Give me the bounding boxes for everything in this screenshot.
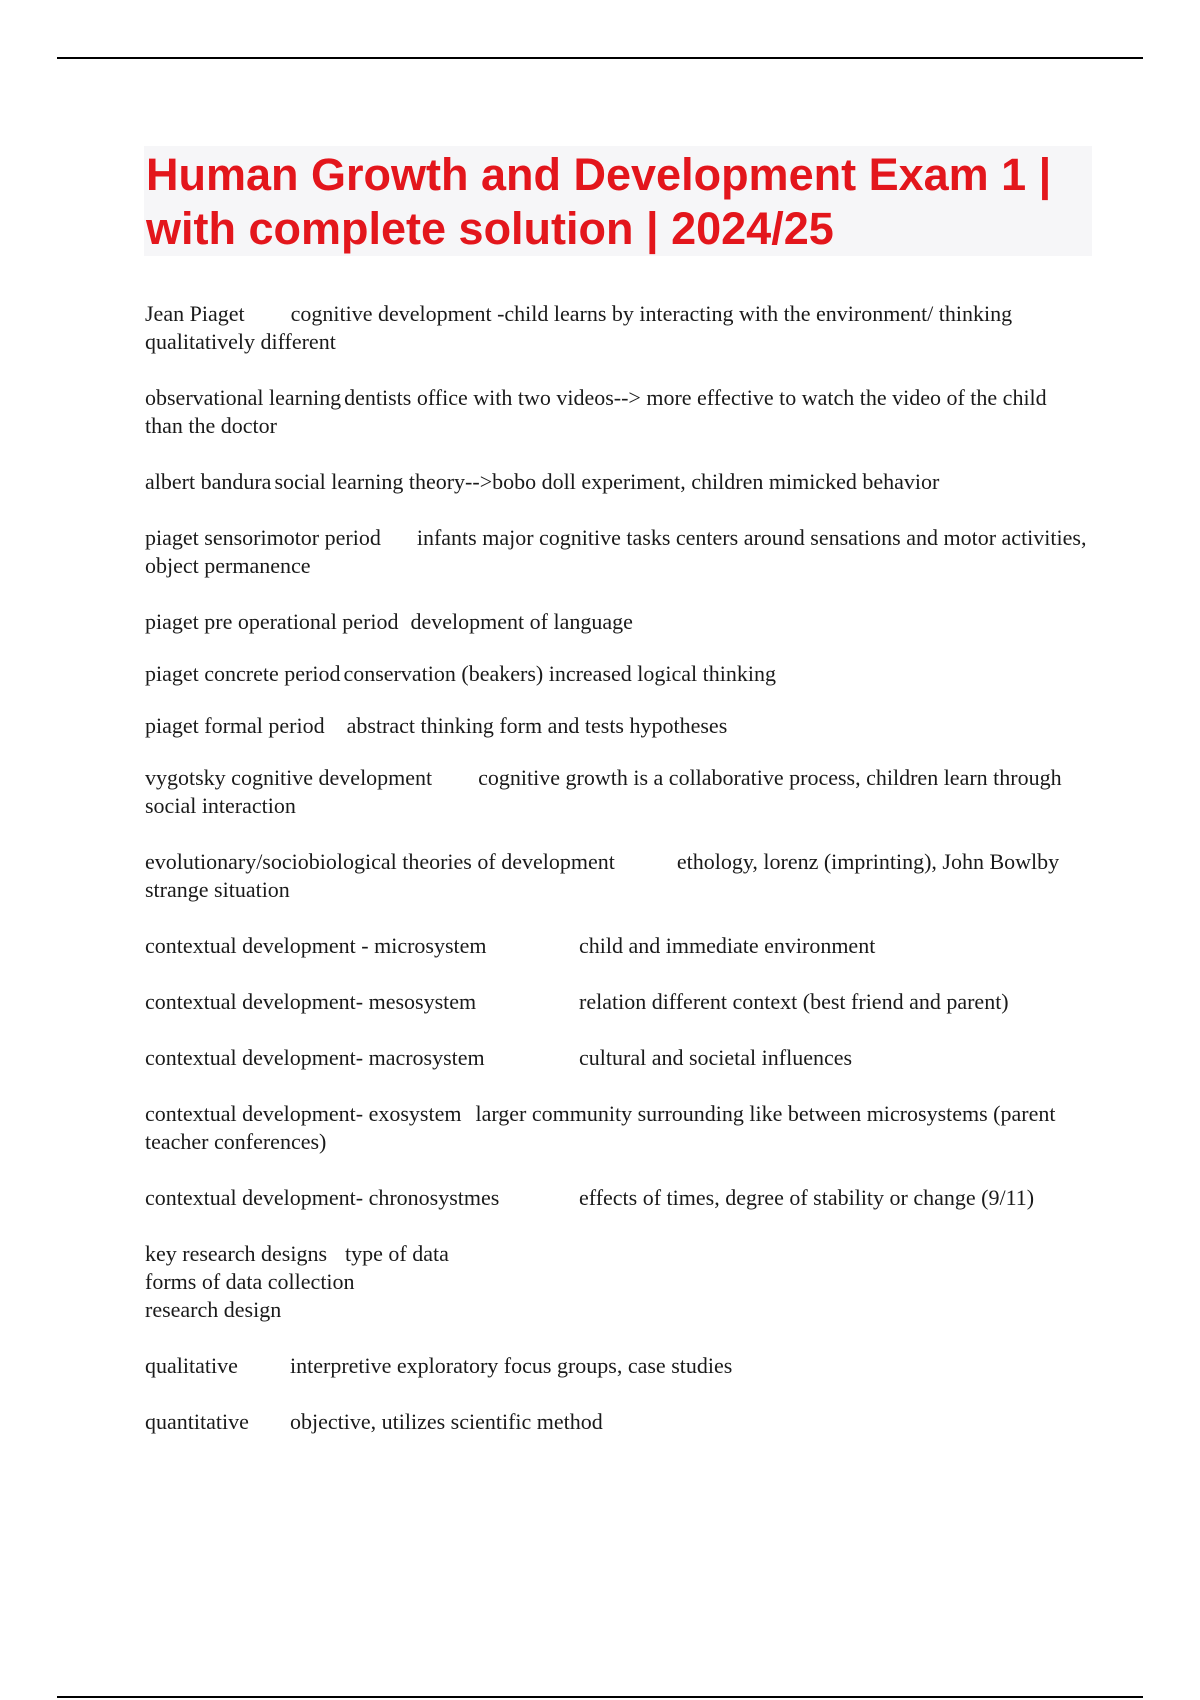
flashcard-entry <box>145 932 1090 960</box>
entry-term: piaget pre operational period <box>145 609 399 634</box>
entry-term: key research designs <box>145 1241 328 1266</box>
entry-term: piaget formal period <box>145 713 325 738</box>
entry-term: Jean Piaget <box>145 301 245 326</box>
entry-term: contextual development- mesosystem <box>145 989 477 1014</box>
entry-definition: dentists office with two videos--> more effective to watch the video of the child than the doctor <box>145 385 1047 438</box>
flashcard-entry <box>145 1100 1090 1156</box>
entry-definition: social learning theory-->bobo doll experiment, children mimicked behavior <box>274 469 940 494</box>
entry-definition: cognitive development -child learns by interacting with the environment/ thinking qualitatively different <box>145 301 1013 354</box>
entry-term: qualitative <box>145 1353 238 1378</box>
flashcard-entry <box>145 660 1090 688</box>
flashcard-entry <box>145 384 1090 440</box>
flashcard-entry <box>145 712 1090 740</box>
flashcard-list <box>145 300 1090 1464</box>
document-title: Human Growth and Development Exam 1 | with complete solution | 2024/25 <box>146 149 1052 254</box>
entry-definition: relation different context (best friend and parent) <box>579 989 1009 1014</box>
bottom-rule <box>57 1696 1143 1698</box>
title-block <box>144 146 1092 256</box>
entry-definition-line: type of data <box>345 1241 449 1266</box>
flashcard-entry <box>145 1408 1090 1436</box>
entry-term: contextual development- chronosystmes <box>145 1185 500 1210</box>
entry-definition: abstract thinking form and tests hypotheses <box>346 713 728 738</box>
entry-definition: interpretive exploratory focus groups, case studies <box>290 1353 733 1378</box>
flashcard-entry <box>145 608 1090 636</box>
entry-term: contextual development - microsystem <box>145 933 487 958</box>
flashcard-entry <box>145 1352 1090 1380</box>
entry-term: vygotsky cognitive development <box>145 765 433 790</box>
entry-definition-line: research design <box>145 1297 282 1322</box>
entry-term: piaget sensorimotor period <box>145 525 381 550</box>
entry-term: piaget concrete period <box>145 661 341 686</box>
entry-term: evolutionary/sociobiological theories of development <box>145 849 615 874</box>
entry-definition: ethology, lorenz (imprinting), John Bowlby strange situation <box>145 849 1060 902</box>
flashcard-entry <box>145 1044 1090 1072</box>
flashcard-entry <box>145 1184 1090 1212</box>
entry-first-line <box>145 1240 1090 1268</box>
entry-term: albert bandura <box>145 469 272 494</box>
entry-definition: effects of times, degree of stability or change (9/11) <box>579 1185 1035 1210</box>
flashcard-entry <box>145 300 1090 356</box>
entry-definition: child and immediate environment <box>579 933 876 958</box>
entry-definition: cultural and societal influences <box>579 1045 853 1070</box>
entry-definition: larger community surrounding like between microsystems (parent teacher conferences) <box>145 1101 1056 1154</box>
entry-term: contextual development- exosystem <box>145 1101 462 1126</box>
top-rule <box>57 57 1143 59</box>
flashcard-entry <box>145 468 1090 496</box>
flashcard-entry <box>145 988 1090 1016</box>
entry-definition: conservation (beakers) increased logical thinking <box>343 661 776 686</box>
entry-definition: objective, utilizes scientific method <box>290 1409 603 1434</box>
entry-definition: development of language <box>410 609 633 634</box>
entry-term: contextual development- macrosystem <box>145 1045 485 1070</box>
entry-definition-line: forms of data collection <box>145 1269 355 1294</box>
entry-definition: infants major cognitive tasks centers around sensations and motor activities, object permanence <box>145 525 1087 578</box>
entry-term: observational learning <box>145 385 342 410</box>
flashcard-entry <box>145 764 1090 820</box>
flashcard-entry <box>145 848 1090 904</box>
entry-definition: cognitive growth is a collaborative process, children learn through social interaction <box>145 765 1062 818</box>
flashcard-entry <box>145 1240 1090 1324</box>
entry-term: quantitative <box>145 1409 249 1434</box>
flashcard-entry <box>145 524 1090 580</box>
